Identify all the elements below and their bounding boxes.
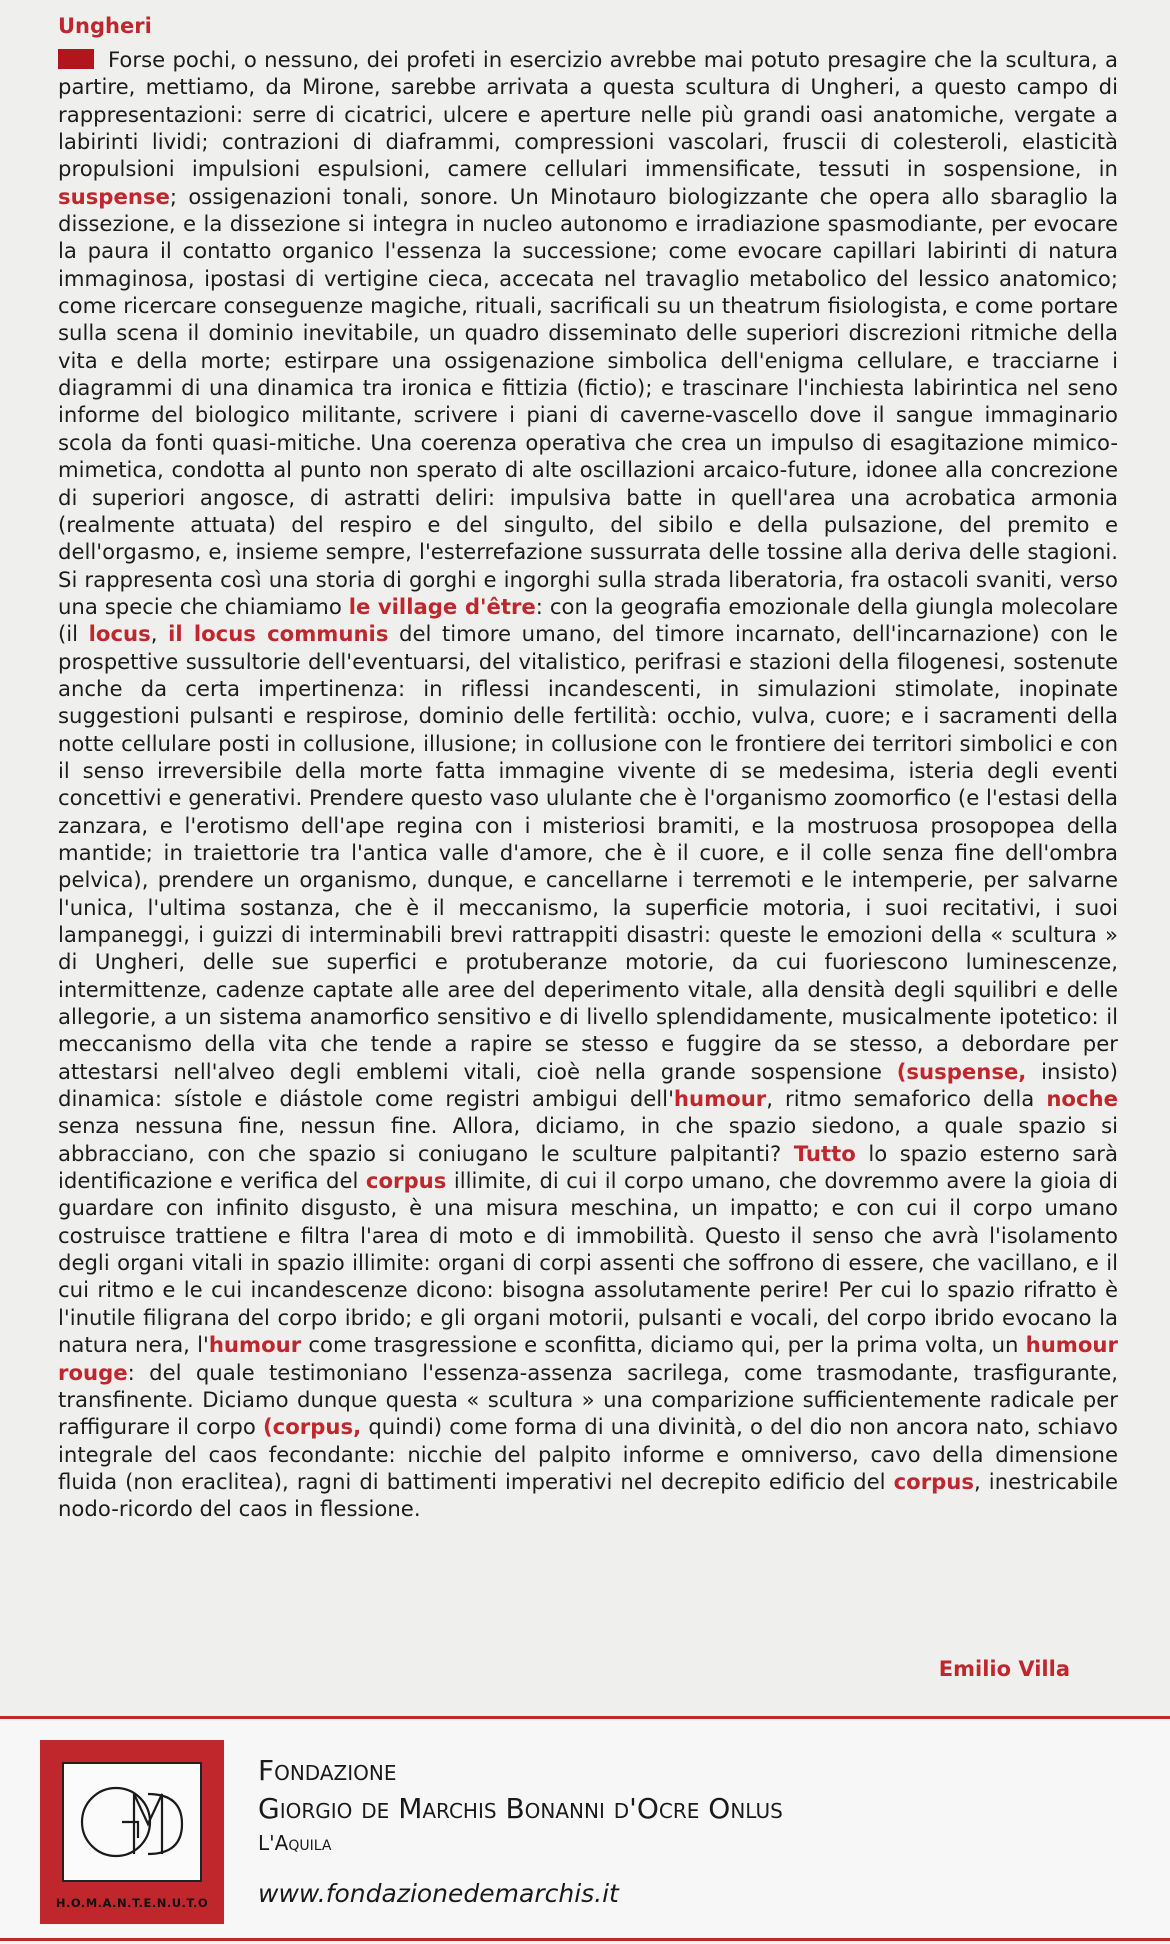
essay-text: , ritmo semaforico della bbox=[766, 1086, 1035, 1112]
highlight-term: Tutto bbox=[793, 1140, 856, 1166]
essay-text: Forse pochi, o nessuno, dei profeti in esercizio avrebbe mai potuto presagire che la scultura, a partire, mettiamo, da Mirone, sarebbe arrivata a questa scultura di Ungheri, a questo campo di rappresentazioni: serre di cicatrici, ulcere e aperture nelle più grandi oasi anatomiche, vergate a labirinti lividi; contrazioni di diaframmi, compressioni vascolari, fruscii di colesteroli, elasticità propulsioni impulsioni espulsioni, camere cellulari immensificate, tessuti in sospensione, in bbox=[58, 47, 1118, 182]
footer-top-divider bbox=[0, 1716, 1170, 1719]
essay-text: ; ossigenazioni tonali, sonore. Un Minotauro biologizzante che opera allo sbaraglio la dissezione, e la dissezione si integra in nucleo autonomo e irradiazione spasmodiante, per evocare la paura il contatto organico l'essenza la successione; come evocare capillari labirinti di natura immaginosa, ipostasi di vertigine cieca, accecata nel travaglio metabolico del lessico anatomico; come ricercare conseguenze magiche, rituali, sacrificali su un theatrum fisiologista, e come portare sulla scena il dominio inevitabile, un quadro disseminato delle superiori discrezioni ritmiche della vita e della morte; estirpare una ossigenazione simbolica dell'enigma cellulare, e tracciarne i diagrammi di una dinamica tra ironica e fittizia (fictio); e trascinare l'inchiesta labirintica nel seno informe del biologico militante, scrivere i piani di caverne-vascello dove il sangue immaginario scola da fonti quasi-mitiche. Una coerenza operativa che crea un impulso di esagitazione mimico-mimetica, condotta al punto non sperato di alte oscillazioni arcaico-future, idonee alla concrezione di superiori angosce, di astratti deliri: impulsiva batte in quell'area una acrobatica armonia (realmente attuata) del respiro e del singulto, del sibilo e della pulsazione, del premito e dell'orgasmo, e, insieme sempre, l'esterrefazione sussurrata delle tossine alla deriva delle stagioni. Si rappresenta così una storia di gorghi e ingorghi sulla strada liberatoria, fra ostacoli svaniti, verso una specie che chiamiamo bbox=[58, 183, 1118, 619]
monogram-icon bbox=[64, 1764, 200, 1880]
essay-text: senza nessuna fine, nessun fine. Allora, diciamo, in che spazio siedono, a quale spazio si abbracciano, con che spazio si coniugano le sculture palpitanti? bbox=[58, 1113, 1118, 1166]
foundation-city: L'Aquila bbox=[258, 1831, 332, 1855]
essay-text: insisto) dinamica: sístole e diástole come registri ambigui dell' bbox=[58, 1058, 1118, 1112]
highlight-term: humour rouge bbox=[58, 1332, 1118, 1385]
logo-caption: H.O.M.A.N.T.E.N.U.T.O bbox=[55, 1896, 209, 1910]
foundation-line2: Giorgio de Marchis Bonanni d'Ocre Onlus bbox=[258, 1792, 783, 1825]
essay-text: , bbox=[150, 621, 158, 647]
foundation-name bbox=[258, 1752, 783, 1858]
highlight-term: humour bbox=[673, 1086, 767, 1112]
footer-bottom-divider bbox=[0, 1938, 1170, 1941]
essay-text: : del quale testimoniano l'essenza-assenza sacrilega, come trasmodante, trasfigurante, transfinente. Diciamo dunque questa « scultura » una comparizione sufficientemente radicale per raffigurare il corpo bbox=[58, 1359, 1118, 1440]
highlight-term: locus bbox=[88, 621, 151, 647]
red-square-marker bbox=[58, 49, 94, 69]
highlight-term: noche bbox=[1046, 1086, 1118, 1112]
essay-text: , inestricabile nodo-ricordo del caos in flessione. bbox=[58, 1468, 1118, 1522]
highlight-term: il locus communis bbox=[168, 621, 389, 647]
essay-text: illimite, di cui il corpo umano, che dovremmo avere la gioia di guardare con infinito disgusto, è una misura meschina, un impatto; e con cui il corpo umano costruisce trattiene e filtra l'area di moto e di immobilità. Questo il senso che avrà l'isolamento degli organi vitali in spazio illimite: organi di corpi assenti che soffrono di essere, che vacillano, e il cui ritmo e le cui incandescenze dicono: bisogna assolutamente perire! Per cui lo spazio rifratto è l'inutile filigrana del corpo ibrido; e gli organi motorii, pulsanti e vocali, del corpo ibrido evocano la natura nera, l' bbox=[58, 1168, 1118, 1358]
essay-text: quindi) come forma di una divinità, o del dio non ancora nato, schiavo integrale del caos fecondante: nicchie del palpito informe e omniverso, cavo della dimensione fluida (non eraclitea), ragni di battimenti imperativi nel decrepito edificio del bbox=[58, 1414, 1118, 1494]
author-signature: Emilio Villa bbox=[938, 1657, 1070, 1681]
website-link[interactable]: www.fondazionedemarchis.it bbox=[258, 1879, 619, 1908]
highlight-term: humour bbox=[208, 1332, 302, 1358]
essay-text: : con la geografia emozionale della giungla molecolare (il bbox=[58, 593, 1118, 647]
essay-text: del timore umano, del timore incarnato, dell'incarnazione) con le prospettive sussultorie dell'eventuarsi, del vitalistico, perifrasi e stazioni della filogenesi, sostenute anche da certa impertinenza: in riflessi incandescenti, in simulazioni stimolate, inopinate suggestioni pulsanti e respirose, dominio delle fertilità: occhio, vulva, cuore; e i sacramenti della notte cellulare posti in collusione, illusione; in collusione con le frontiere dei territori simbolici e con il senso irreversibile della morte fatta immagine vivente di se medesima, isteria degli eventi concettivi e generativi. Prendere questo vaso ululante che è l'organismo zoomorfico (e l'estasi della zanzara, e l'erotismo dell'ape regina con i misteriosi bramiti, e la mostruosa prosopopea della mantide; in traiettorie tra l'antica valle d'amore, che è il cuore, e il colle senza fine dell'ombra pelvica), prendere un organismo, dunque, e cancellarne i terremoti e le intemperie, per salvarne l'unica, l'ultima sostanza, che è il meccanismo, la superficie motoria, i suoi recitativi, i suoi lampaneggi, i guizzi di interminabili brevi rattrappiti disastri: queste le emozioni della « scultura » di Ungheri, delle sue superfici e protuberanze motorie, da cui fuoriescono luminescenze, intermittenze, cadenze captate alle aree del deperimento vitale, alla densità degli squilibri e delle allegorie, a un sistema anamorfico sensitivo e di livello splendidamente, musicalmente ipotetico: il meccanismo della vita che tende a rapire se stesso e fuggire da se stesso, a debordare per attestarsi nell'alveo degli emblemi vitali, cioè nella grande sospensione bbox=[58, 621, 1118, 1084]
essay-text: lo spazio esterno sarà identificazione e verifica del bbox=[58, 1140, 1118, 1194]
highlight-term: (corpus, bbox=[263, 1414, 362, 1440]
foundation-line1: Fondazione bbox=[258, 1754, 397, 1787]
foundation-logo bbox=[40, 1740, 224, 1924]
highlight-term: le village d'être bbox=[348, 593, 536, 619]
logo-emblem bbox=[62, 1762, 202, 1882]
essay-body bbox=[58, 46, 1118, 1523]
page-title: Ungheri bbox=[58, 14, 152, 38]
highlight-term: suspense bbox=[58, 183, 170, 209]
highlight-term: (suspense, bbox=[896, 1058, 1027, 1084]
highlight-term: corpus bbox=[893, 1468, 975, 1494]
highlight-term: corpus bbox=[365, 1168, 447, 1194]
essay-text: come trasgressione e sconfitta, diciamo qui, per la prima volta, un bbox=[308, 1332, 1019, 1358]
